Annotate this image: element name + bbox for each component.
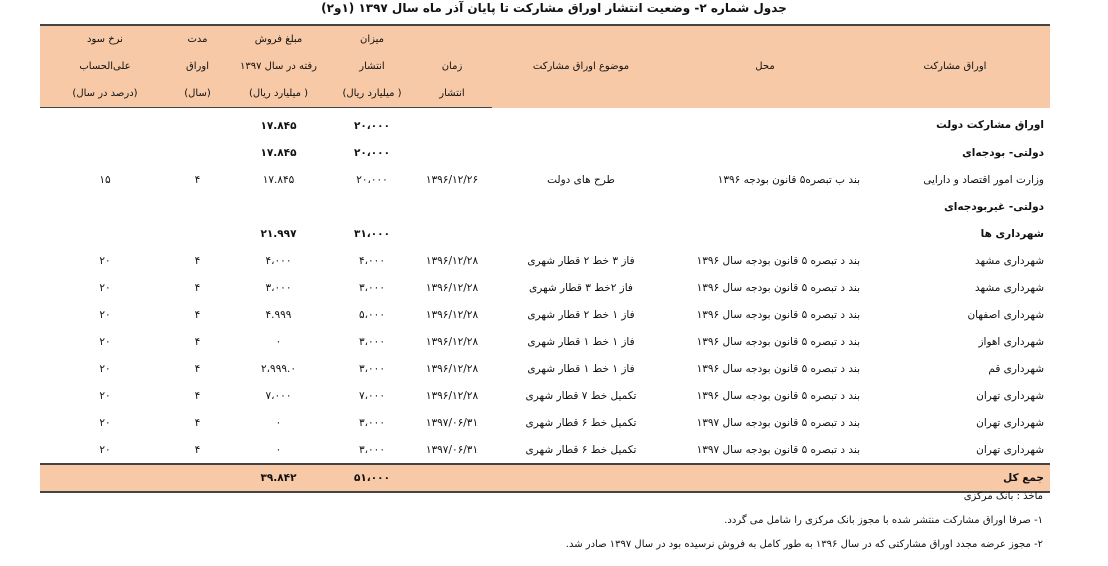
total-amount: ۵۱،۰۰۰ xyxy=(332,464,412,492)
row-amount: ۳،۰۰۰ xyxy=(359,335,385,348)
row-name: شهرداری قم xyxy=(988,362,1044,375)
row-sold: ۲۱.۹۹۷ xyxy=(260,227,297,240)
row-name: دولتی- غیربودجه‌ای xyxy=(944,200,1044,213)
header-rate: علی‌الحساب xyxy=(40,53,170,80)
row-amount: ۴،۰۰۰ xyxy=(359,254,385,267)
header-duration: (سال) xyxy=(170,80,225,108)
row-amount: ۲۰،۰۰۰ xyxy=(353,119,391,132)
header-duration: اوراق xyxy=(170,53,225,80)
row-name: شهرداری تهران xyxy=(976,389,1044,402)
header-sold: رفته در سال ۱۳۹۷ xyxy=(225,53,332,80)
table-row xyxy=(40,108,1050,140)
row-rate xyxy=(40,139,170,166)
row-sold: ۱۷.۸۴۵ xyxy=(262,173,295,186)
row-location: بند د تبصره ۵ قانون بودجه سال ۱۳۹۶ xyxy=(696,308,860,321)
row-amount: ۳۱،۰۰۰ xyxy=(353,227,391,240)
row-time: ۱۳۹۶/۱۲/۲۸ xyxy=(425,281,479,294)
row-sold xyxy=(225,193,332,220)
header-amount: میزان xyxy=(332,25,412,53)
row-amount: ۳،۰۰۰ xyxy=(359,281,385,294)
table-row xyxy=(40,193,1050,220)
bonds-table xyxy=(40,24,1050,493)
row-name: شهرداری ها xyxy=(980,227,1044,240)
row-sold: ۲،۹۹۹.۰ xyxy=(261,362,296,375)
row-subject: تکمیل خط ۷ قطار شهری xyxy=(525,389,637,402)
row-rate: ۲۰ xyxy=(99,335,111,348)
row-subject: تکمیل خط ۶ قطار شهری xyxy=(525,416,637,429)
row-duration xyxy=(170,193,225,220)
row-duration: ۴ xyxy=(194,308,201,321)
table-row xyxy=(40,274,1050,301)
table-row xyxy=(40,166,1050,193)
table-row xyxy=(40,355,1050,382)
row-name: وزارت امور اقتصاد و دارایی xyxy=(923,173,1044,186)
row-rate: ۲۰ xyxy=(99,362,111,375)
row-location xyxy=(670,220,860,247)
row-duration xyxy=(170,139,225,166)
row-rate: ۱۵ xyxy=(99,173,111,186)
row-sold: ۰ xyxy=(275,335,282,348)
row-duration xyxy=(170,108,225,140)
row-rate: ۲۰ xyxy=(99,308,111,321)
row-amount: ۳،۰۰۰ xyxy=(359,362,385,375)
header-name: اوراق مشارکت xyxy=(860,25,1050,108)
row-time xyxy=(412,220,492,247)
row-time: ۱۳۹۶/۱۲/۲۸ xyxy=(425,254,479,267)
table-footer xyxy=(40,464,1050,492)
header-location: محل xyxy=(670,25,860,108)
row-duration: ۴ xyxy=(194,281,201,294)
row-amount xyxy=(332,193,412,220)
header-amount: ( میلیارد ریال) xyxy=(332,80,412,108)
row-location: بند د تبصره ۵ قانون بودجه سال ۱۳۹۶ xyxy=(696,389,860,402)
row-subject: طرح های دولت xyxy=(547,173,615,186)
row-duration: ۴ xyxy=(194,416,201,429)
row-name: شهرداری مشهد xyxy=(975,281,1044,294)
row-sold: ۴،۰۰۰ xyxy=(265,254,292,267)
row-name: شهرداری تهران xyxy=(976,416,1044,429)
table-row xyxy=(40,139,1050,166)
row-name: شهرداری تهران xyxy=(976,443,1044,456)
row-subject xyxy=(492,220,670,247)
row-subject xyxy=(492,193,670,220)
row-rate: ۲۰ xyxy=(99,389,111,402)
table-body xyxy=(40,108,1050,465)
row-duration: ۴ xyxy=(194,335,201,348)
header-amount: انتشار xyxy=(332,53,412,80)
row-sold: ۱۷.۸۴۵ xyxy=(260,146,297,159)
row-location xyxy=(670,108,860,140)
row-sold: ۷،۰۰۰ xyxy=(265,389,292,402)
row-subject: فاز ۳ خط ۲ قطار شهری xyxy=(527,254,635,267)
row-sold: ۰ xyxy=(275,443,282,456)
header-time: انتشار xyxy=(412,80,492,108)
row-duration: ۴ xyxy=(194,389,201,402)
row-time xyxy=(412,139,492,166)
table-row xyxy=(40,247,1050,274)
row-name: شهرداری اهواز xyxy=(978,335,1044,348)
row-amount: ۵،۰۰۰ xyxy=(359,308,385,321)
header-duration: مدت xyxy=(170,25,225,53)
row-duration: ۴ xyxy=(194,443,201,456)
table-row xyxy=(40,301,1050,328)
header-subject: موضوع اوراق مشارکت xyxy=(492,25,670,108)
header-rate: (درصد در سال) xyxy=(40,80,170,108)
row-rate xyxy=(40,193,170,220)
row-subject: فاز ۲خط ۳ قطار شهری xyxy=(529,281,633,294)
table-row xyxy=(40,436,1050,464)
row-rate: ۲۰ xyxy=(99,443,111,456)
row-subject xyxy=(492,108,670,140)
source-note: ماخذ : بانک مرکزی xyxy=(963,491,1043,502)
row-subject: فاز ۱ خط ۱ قطار شهری xyxy=(527,362,635,375)
row-time: ۱۳۹۶/۱۲/۲۸ xyxy=(425,308,479,321)
row-location: بند د تبصره ۵ قانون بودجه سال ۱۳۹۶ xyxy=(696,362,860,375)
row-sold: ۴.۹۹۹ xyxy=(265,308,292,321)
row-location xyxy=(670,193,860,220)
row-time: ۱۳۹۷/۰۶/۳۱ xyxy=(425,443,479,456)
row-duration: ۴ xyxy=(194,362,201,375)
row-subject xyxy=(492,139,670,166)
table-title: جدول شماره ۲- وضعیت انتشار اوراق مشارکت تا پایان آذر ماه سال ۱۳۹۷ (۱و۲) xyxy=(321,1,787,15)
row-location: بند د تبصره ۵ قانون بودجه سال ۱۳۹۶ xyxy=(696,281,860,294)
header-time xyxy=(412,25,492,53)
row-duration: ۴ xyxy=(194,254,201,267)
row-time: ۱۳۹۷/۰۶/۳۱ xyxy=(425,416,479,429)
header-sold: ( میلیارد ریال) xyxy=(225,80,332,108)
total-row xyxy=(40,464,1050,492)
row-time xyxy=(412,193,492,220)
header-time: زمان xyxy=(412,53,492,80)
row-amount: ۲۰،۰۰۰ xyxy=(353,146,391,159)
row-time: ۱۳۹۶/۱۲/۲۸ xyxy=(425,362,479,375)
row-time: ۱۳۹۶/۱۲/۲۸ xyxy=(425,389,479,402)
row-location xyxy=(670,139,860,166)
total-label: جمع کل xyxy=(860,464,1050,492)
total-sold: ۳۹.۸۴۲ xyxy=(225,464,332,492)
row-amount: ۲۰،۰۰۰ xyxy=(356,173,388,186)
row-duration xyxy=(170,220,225,247)
row-sold: ۳،۰۰۰ xyxy=(265,281,292,294)
row-location: بند د تبصره ۵ قانون بودجه سال ۱۳۹۷ xyxy=(696,443,860,456)
table-header xyxy=(40,25,1050,108)
header-sold: مبلغ فروش xyxy=(225,25,332,53)
table-row xyxy=(40,328,1050,355)
table-row xyxy=(40,409,1050,436)
row-location: بند د تبصره ۵ قانون بودجه سال ۱۳۹۶ xyxy=(696,254,860,267)
row-duration: ۴ xyxy=(194,173,201,186)
row-amount: ۳،۰۰۰ xyxy=(359,416,385,429)
row-location: بند ب تبصره۵ قانون بودجه ۱۳۹۶ xyxy=(717,173,860,186)
row-rate: ۲۰ xyxy=(99,416,111,429)
row-amount: ۳،۰۰۰ xyxy=(359,443,385,456)
row-sold: ۱۷.۸۴۵ xyxy=(260,119,297,132)
row-time xyxy=(412,108,492,140)
row-time: ۱۳۹۶/۱۲/۲۶ xyxy=(425,173,479,186)
row-rate: ۲۰ xyxy=(99,254,111,267)
row-amount: ۷،۰۰۰ xyxy=(359,389,385,402)
row-name: اوراق مشارکت دولت xyxy=(936,119,1044,132)
row-location: بند د تبصره ۵ قانون بودجه سال ۱۳۹۶ xyxy=(696,335,860,348)
row-name: شهرداری اصفهان xyxy=(967,308,1044,321)
row-sold: ۰ xyxy=(275,416,282,429)
row-name: شهرداری مشهد xyxy=(975,254,1044,267)
row-rate xyxy=(40,220,170,247)
header-rate: نرخ سود xyxy=(40,25,170,53)
row-rate: ۲۰ xyxy=(99,281,111,294)
row-subject: فاز ۱ خط ۲ قطار شهری xyxy=(527,308,635,321)
row-rate xyxy=(40,108,170,140)
table-row xyxy=(40,382,1050,409)
footnote-1: ۱- صرفا اوراق مشارکت منتشر شده با مجوز بانک مرکزی را شامل می گردد. xyxy=(724,515,1043,526)
row-location: بند د تبصره ۵ قانون بودجه سال ۱۳۹۷ xyxy=(696,416,860,429)
footnote-2: ۲- مجوز عرضه مجدد اوراق مشارکتی که در سال ۱۳۹۶ به طور کامل به فروش نرسیده بود در سال ۱۳۹۷ صادر شد. xyxy=(565,539,1043,550)
row-time: ۱۳۹۶/۱۲/۲۸ xyxy=(425,335,479,348)
row-subject: فاز ۱ خط ۱ قطار شهری xyxy=(527,335,635,348)
table-row xyxy=(40,220,1050,247)
row-subject: تکمیل خط ۶ قطار شهری xyxy=(525,443,637,456)
row-name: دولتی- بودجه‌ای xyxy=(962,146,1044,159)
